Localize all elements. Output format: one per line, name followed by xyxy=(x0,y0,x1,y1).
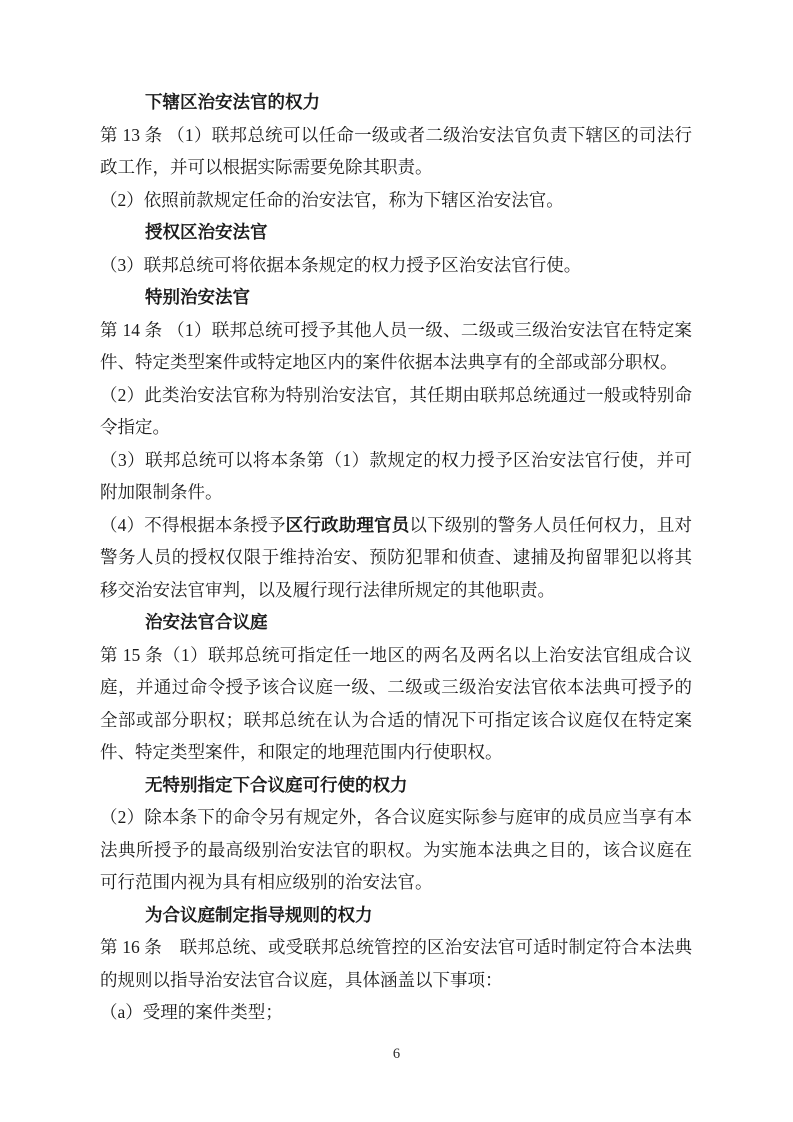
paragraph-article-16: 第 16 条 联邦总统、或受联邦总统管控的区治安法官可适时制定符合本法典的规则以指导治安法官合议庭，具体涵盖以下事项： xyxy=(100,937,692,990)
paragraph-run-plain: 以下级别的警务人员任何权力，且对警务人员的授权仅限于维持治安、预防犯罪和侦查、逮捕及拘留罪犯以将其移交治安法官审判，以及履行现行法律所规定的其他职责。 xyxy=(100,514,693,600)
section-heading-magistrate-panel: 治安法官合议庭 xyxy=(145,612,268,632)
paragraph-article-14-3: （3）联邦总统可以将本条第（1）款规定的权力授予区治安法官行使，并可附加限制条件。 xyxy=(100,449,692,502)
page-number: 6 xyxy=(392,1046,401,1062)
section-heading-special-magistrate: 特别治安法官 xyxy=(145,287,250,307)
paragraph-article-16-item-a: （a）受理的案件类型； xyxy=(100,1002,283,1022)
section-heading-panel-default-powers: 无特别指定下合议庭可行使的权力 xyxy=(145,774,408,795)
paragraph-article-13-2: （2）依照前款规定任命的治安法官，称为下辖区治安法官。 xyxy=(100,189,564,210)
paragraph-article-15-2: （2）除本条下的命令另有规定外，各合议庭实际参与庭审的成员应当享有本法典所授予的最高级别治安法官的职权。为实施本法典之目的，该合议庭在可行范围内视为具有相应级别的治安法官。 xyxy=(100,807,692,892)
paragraph-article-13-3: （3）联邦总统可将依据本条规定的权力授予区治安法官行使。 xyxy=(100,254,582,275)
paragraph-article-14-1: 第 14 条 （1）联邦总统可授予其他人员一级、二级或三级治安法官在特定案件、特定类型案件或特定地区内的案件依据本法典享有的全部或部分职权。 xyxy=(100,319,692,372)
paragraph-run-plain: （4）不得根据本条授予 xyxy=(100,514,286,535)
paragraph-article-13-1: 第 13 条 （1）联邦总统可以任命一级或者二级治安法官负责下辖区的司法行政工作，并可以根据实际需要免除其职责。 xyxy=(100,124,692,177)
paragraph-run-bold: 区行政助理官员 xyxy=(285,514,410,535)
section-heading-panel-guiding-rules-power: 为合议庭制定指导规则的权力 xyxy=(145,904,373,925)
paragraph-article-14-4 xyxy=(100,509,692,607)
paragraph-article-15-1: 第 15 条（1）联邦总统可指定任一地区的两名及两名以上治安法官组成合议庭，并通过命令授予该合议庭一级、二级或三级治安法官依本法典可授予的全部或部分职权；联邦总统在认为合适的情况下可指定该合议庭仅在特定案件、特定类型案件，和限定的地理范围内行使职权。 xyxy=(100,644,692,762)
document-body xyxy=(100,86,692,1029)
paragraph-article-14-2: （2）此类治安法官称为特别治安法官，其任期由联邦总统通过一般或特别命令指定。 xyxy=(100,384,692,437)
section-heading-authorized-district-magistrate: 授权区治安法官 xyxy=(145,222,268,242)
section-heading-subdistrict-magistrate-powers: 下辖区治安法官的权力 xyxy=(145,92,320,112)
